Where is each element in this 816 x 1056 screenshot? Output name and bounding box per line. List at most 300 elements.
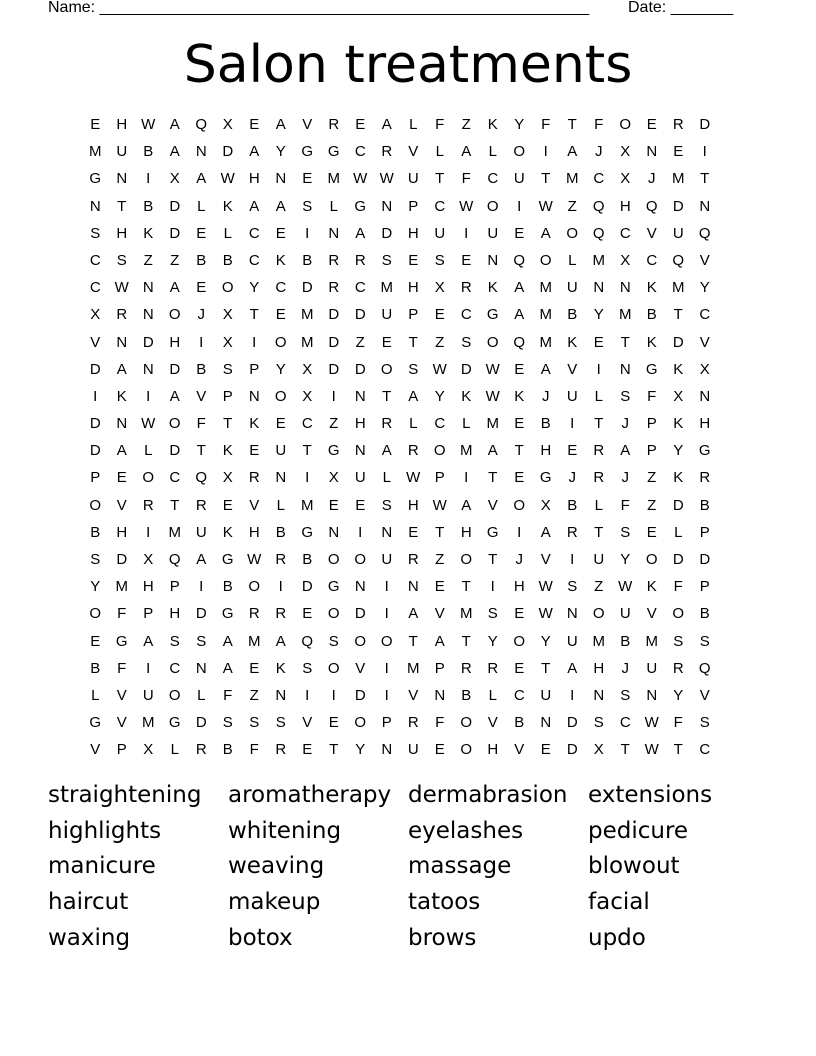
grid-letter: X (222, 333, 233, 351)
grid-letter: Y (514, 116, 525, 133)
grid-letter: I (146, 387, 151, 405)
grid-letter: T (408, 333, 418, 351)
grid-letter: N (381, 523, 393, 541)
grid-letter: M (672, 279, 685, 297)
grid-letter: F (435, 714, 445, 732)
grid-letter: H (407, 224, 419, 242)
grid-letter: N (354, 387, 366, 405)
grid-letter: T (196, 442, 206, 460)
grid-letter: G (327, 442, 340, 460)
grid-letter: I (543, 143, 548, 161)
grid-letter: A (408, 605, 419, 623)
grid-letter: O (168, 686, 181, 704)
grid-letter: U (381, 306, 393, 324)
grid-letter: C (354, 279, 366, 297)
grid-letter: I (358, 523, 363, 541)
grid-letter: L (435, 143, 444, 161)
grid-letter: G (539, 469, 552, 487)
grid-letter: C (434, 197, 446, 215)
grid-letter: W (538, 605, 553, 623)
grid-letter: I (517, 523, 522, 541)
grid-letter: G (327, 578, 340, 596)
grid-letter: R (275, 741, 287, 759)
grid-letter: I (596, 360, 601, 378)
grid-letter: S (196, 632, 207, 650)
grid-letter: M (407, 659, 420, 677)
grid-letter: T (461, 578, 471, 596)
grid-letter: K (461, 387, 472, 405)
grid-letter: E (540, 741, 551, 759)
grid-letter: X (328, 469, 339, 487)
grid-letter: T (594, 415, 604, 433)
grid-letter: E (355, 116, 366, 133)
grid-letter: P (699, 578, 710, 596)
grid-letter: U (646, 659, 658, 677)
grid-letter: F (117, 605, 127, 623)
name-field-label: Name: _______________________________________________________ (48, 0, 589, 16)
grid-letter: A (275, 197, 286, 215)
grid-letter: E (90, 632, 101, 650)
grid-letter: G (221, 605, 234, 623)
grid-letter: V (355, 659, 366, 677)
grid-letter: A (355, 224, 366, 242)
grid-letter: D (354, 686, 366, 704)
grid-letter: R (672, 659, 684, 677)
grid-letter: N (381, 741, 393, 759)
grid-letter: A (514, 279, 525, 297)
grid-letter: Z (355, 333, 365, 351)
grid-letter: T (223, 415, 233, 433)
grid-letter: O (486, 197, 499, 215)
grid-letter: W (220, 170, 235, 188)
grid-letter: G (115, 632, 128, 650)
grid-letter: T (594, 523, 604, 541)
grid-letter: C (619, 224, 631, 242)
grid-letter: A (116, 360, 127, 378)
grid-letter: N (381, 197, 393, 215)
grid-letter: I (384, 659, 389, 677)
grid-letter: S (302, 659, 313, 677)
grid-letter: H (248, 170, 260, 188)
grid-letter: D (672, 496, 684, 514)
grid-letter: X (222, 306, 233, 324)
grid-letter: X (699, 360, 710, 378)
grid-letter: F (673, 714, 683, 732)
grid-letter: E (355, 496, 366, 514)
grid-letter: U (116, 143, 128, 161)
grid-letter: Y (90, 578, 101, 596)
grid-letter: O (513, 632, 526, 650)
grid-letter: P (434, 659, 445, 677)
word-search-grid (82, 111, 718, 764)
grid-letter: C (434, 415, 446, 433)
grid-letter: S (90, 551, 101, 568)
grid-letter: W (459, 197, 474, 215)
grid-letter: E (302, 170, 313, 188)
grid-letter: O (460, 741, 473, 759)
word-bank-item: whitening (228, 817, 342, 844)
grid-letter: X (302, 360, 313, 378)
grid-letter: Q (195, 469, 208, 487)
grid-letter: N (566, 605, 578, 623)
grid-letter: H (116, 116, 128, 133)
grid-letter: I (384, 605, 389, 623)
grid-letter: O (89, 496, 102, 514)
word-bank-item: tatoos (408, 889, 481, 916)
grid-letter: T (461, 632, 471, 650)
grid-letter: J (515, 551, 523, 568)
grid-letter: S (699, 714, 710, 732)
grid-letter: P (249, 360, 260, 378)
grid-letter: R (328, 116, 340, 133)
grid-letter: R (460, 279, 472, 297)
grid-letter: Y (673, 686, 684, 704)
grid-letter: U (540, 686, 552, 704)
grid-letter: E (196, 224, 207, 242)
grid-letter: T (382, 387, 392, 405)
grid-letter: B (699, 496, 710, 514)
grid-letter: H (699, 415, 711, 433)
grid-letter: S (222, 714, 233, 732)
grid-letter: E (434, 741, 445, 759)
grid-letter: C (487, 170, 499, 188)
grid-letter: V (302, 714, 313, 732)
grid-letter: E (275, 415, 286, 433)
grid-letter: E (275, 224, 286, 242)
grid-letter: L (91, 686, 100, 704)
grid-letter: H (354, 415, 366, 433)
grid-letter: D (328, 360, 340, 378)
grid-letter: R (248, 605, 260, 623)
grid-letter: O (327, 551, 340, 568)
grid-letter: B (90, 659, 101, 677)
grid-letter: F (461, 170, 471, 188)
grid-letter: Y (434, 387, 445, 405)
grid-letter: T (408, 632, 418, 650)
grid-letter: A (143, 632, 154, 650)
grid-letter: N (619, 360, 631, 378)
grid-letter: H (540, 442, 552, 460)
grid-letter: L (409, 116, 418, 133)
grid-letter: D (301, 578, 313, 596)
grid-letter: D (460, 360, 472, 378)
grid-letter: E (328, 496, 339, 514)
grid-letter: T (514, 442, 524, 460)
grid-letter: O (354, 714, 367, 732)
grid-letter: T (435, 523, 445, 541)
grid-letter: V (408, 686, 419, 704)
grid-letter: T (620, 333, 630, 351)
grid-letter: N (142, 306, 154, 324)
grid-letter: A (381, 442, 392, 460)
grid-letter: A (169, 116, 180, 133)
grid-letter: I (305, 686, 310, 704)
grid-letter: L (329, 197, 338, 215)
grid-letter: Y (540, 632, 551, 650)
grid-letter: X (620, 170, 631, 188)
grid-letter: W (485, 360, 500, 378)
grid-letter: P (116, 741, 127, 759)
grid-letter: N (116, 415, 128, 433)
grid-letter: W (379, 170, 394, 188)
word-bank-item: highlights (48, 817, 162, 844)
grid-letter: O (354, 551, 367, 568)
grid-letter: I (199, 333, 204, 351)
word-bank-item: aromatherapy (228, 782, 392, 808)
grid-letter: P (143, 605, 154, 623)
grid-letter: Q (672, 251, 685, 269)
grid-letter: R (142, 496, 154, 514)
grid-letter: O (327, 659, 340, 677)
word-bank (48, 778, 768, 956)
grid-letter: D (381, 224, 393, 242)
grid-letter: O (221, 279, 234, 297)
grid-letter: G (486, 306, 499, 324)
grid-letter: R (460, 659, 472, 677)
grid-letter: R (116, 306, 128, 324)
grid-letter: A (461, 496, 472, 514)
grid-letter: O (248, 578, 261, 596)
grid-letter: S (249, 714, 260, 732)
word-bank-item: blowout (588, 853, 680, 880)
grid-letter: I (93, 387, 98, 405)
grid-letter: W (485, 387, 500, 405)
grid-letter: T (673, 306, 683, 324)
grid-letter: X (673, 387, 684, 405)
grid-letter: B (196, 251, 207, 269)
grid-letter: P (90, 469, 101, 487)
grid-letter: Y (673, 442, 684, 460)
word-bank-item: botox (228, 924, 293, 951)
grid-letter: E (646, 523, 657, 541)
grid-letter: I (570, 551, 575, 568)
grid-letter: O (168, 306, 181, 324)
grid-letter: M (301, 496, 314, 514)
grid-letter: F (249, 741, 259, 759)
grid-letter: D (328, 333, 340, 351)
grid-letter: B (567, 306, 578, 324)
grid-letter: E (514, 659, 525, 677)
grid-letter: B (222, 578, 233, 596)
grid-letter: R (381, 143, 393, 161)
grid-letter: M (115, 578, 128, 596)
grid-letter: E (514, 605, 525, 623)
word-bank-item: eyelashes (408, 817, 524, 844)
grid-letter: Q (698, 224, 711, 242)
grid-letter: P (408, 197, 419, 215)
grid-letter: S (699, 632, 710, 650)
grid-letter: O (274, 387, 287, 405)
grid-letter: B (90, 523, 101, 541)
grid-letter: L (594, 496, 603, 514)
grid-letter: V (540, 551, 551, 568)
grid-letter: M (486, 415, 499, 433)
grid-letter: G (89, 714, 102, 732)
grid-letter: I (464, 469, 469, 487)
grid-letter: U (407, 741, 419, 759)
grid-letter: P (169, 578, 180, 596)
grid-letter: S (620, 523, 631, 541)
grid-letter: D (699, 551, 711, 568)
grid-letter: D (222, 143, 234, 161)
grid-letter: M (89, 143, 102, 161)
grid-letter: R (407, 442, 419, 460)
grid-letter: F (594, 116, 604, 133)
grid-letter: N (116, 333, 128, 351)
grid-letter: H (116, 224, 128, 242)
grid-letter: A (249, 143, 260, 161)
grid-letter: K (673, 469, 684, 487)
grid-letter: K (487, 116, 498, 133)
page-title: Salon treatments (183, 35, 633, 95)
grid-letter: D (89, 360, 101, 378)
grid-letter: C (275, 279, 287, 297)
grid-letter: N (699, 387, 711, 405)
word-bank-item: manicure (48, 853, 156, 880)
grid-letter: O (566, 224, 579, 242)
grid-letter: H (407, 279, 419, 297)
grid-letter: X (302, 387, 313, 405)
grid-letter: D (142, 333, 154, 351)
grid-letter: E (646, 116, 657, 133)
grid-letter: H (593, 659, 605, 677)
grid-letter: T (673, 741, 683, 759)
grid-letter: T (170, 496, 180, 514)
grid-letter: E (116, 469, 127, 487)
grid-letter: S (222, 360, 233, 378)
grid-letter: T (435, 170, 445, 188)
grid-letter: E (514, 360, 525, 378)
grid-letter: N (646, 686, 658, 704)
grid-letter: L (594, 387, 603, 405)
grid-letter: I (305, 224, 310, 242)
grid-letter: H (513, 578, 525, 596)
grid-letter: O (460, 714, 473, 732)
grid-letter: S (620, 387, 631, 405)
grid-letter: N (487, 251, 499, 269)
grid-letter: X (169, 170, 180, 188)
word-bank-item: straightening (48, 782, 202, 808)
grid-letter: G (698, 442, 711, 460)
grid-letter: I (146, 659, 151, 677)
grid-letter: P (434, 469, 445, 487)
grid-letter: H (460, 523, 472, 541)
grid-letter: E (514, 224, 525, 242)
word-bank-item: pedicure (588, 817, 689, 844)
grid-letter: G (221, 551, 234, 568)
grid-letter: Q (301, 632, 314, 650)
grid-letter: V (90, 333, 101, 351)
grid-letter: B (540, 415, 551, 433)
grid-letter: Q (592, 197, 605, 215)
grid-letter: D (195, 605, 207, 623)
grid-letter: D (169, 360, 181, 378)
grid-letter: B (222, 741, 233, 759)
grid-letter: W (353, 170, 368, 188)
grid-letter: A (434, 632, 445, 650)
grid-letter: M (539, 279, 552, 297)
grid-letter: D (89, 415, 101, 433)
grid-letter: B (143, 197, 154, 215)
grid-letter: R (407, 714, 419, 732)
grid-letter: B (143, 143, 154, 161)
grid-letter: L (674, 523, 683, 541)
grid-letter: M (301, 306, 314, 324)
grid-letter: K (222, 523, 233, 541)
grid-letter: R (328, 251, 340, 269)
grid-letter: E (249, 442, 260, 460)
grid-letter: M (301, 333, 314, 351)
grid-letter: D (301, 279, 313, 297)
grid-letter: B (461, 686, 472, 704)
grid-letter: N (407, 578, 419, 596)
grid-letter: H (248, 523, 260, 541)
grid-letter: Q (168, 551, 181, 568)
word-bank-item: makeup (228, 889, 321, 916)
grid-letter: B (302, 251, 313, 269)
grid-letter: U (619, 605, 631, 623)
grid-letter: W (406, 469, 421, 487)
grid-letter: G (327, 143, 340, 161)
grid-letter: A (275, 632, 286, 650)
grid-letter: K (249, 415, 260, 433)
grid-letter: E (302, 741, 313, 759)
grid-letter: D (566, 714, 578, 732)
grid-letter: H (116, 523, 128, 541)
grid-letter: C (646, 251, 658, 269)
grid-letter: P (646, 415, 657, 433)
grid-letter: U (434, 224, 446, 242)
word-bank-item: waxing (48, 924, 131, 951)
grid-letter: N (275, 469, 287, 487)
grid-letter: A (540, 360, 551, 378)
grid-letter: T (488, 551, 498, 568)
grid-letter: O (539, 251, 552, 269)
grid-letter: O (513, 496, 526, 514)
grid-letter: I (384, 686, 389, 704)
grid-letter: Q (513, 333, 526, 351)
grid-letter: N (593, 686, 605, 704)
grid-letter: V (90, 741, 101, 759)
grid-letter: K (567, 333, 578, 351)
grid-letter: M (592, 251, 605, 269)
grid-letter: E (249, 116, 260, 133)
grid-letter: H (487, 741, 499, 759)
grid-letter: V (408, 143, 419, 161)
grid-letter: T (700, 170, 710, 188)
grid-letter: R (593, 442, 605, 460)
grid-letter: S (381, 496, 392, 514)
grid-letter: S (487, 605, 498, 623)
grid-letter: W (538, 578, 553, 596)
grid-letter: U (672, 224, 684, 242)
grid-letter: D (169, 442, 181, 460)
grid-letter: F (196, 415, 206, 433)
grid-letter: I (146, 523, 151, 541)
grid-letter: A (408, 387, 419, 405)
grid-letter: O (513, 143, 526, 161)
grid-letter: G (89, 170, 102, 188)
grid-letter: O (142, 469, 155, 487)
grid-letter: R (195, 496, 207, 514)
grid-letter: P (222, 387, 233, 405)
grid-letter: W (432, 360, 447, 378)
grid-letter: U (381, 551, 393, 568)
grid-letter: S (434, 251, 445, 269)
grid-letter: L (197, 686, 206, 704)
grid-letter: A (487, 442, 498, 460)
grid-letter: N (328, 523, 340, 541)
